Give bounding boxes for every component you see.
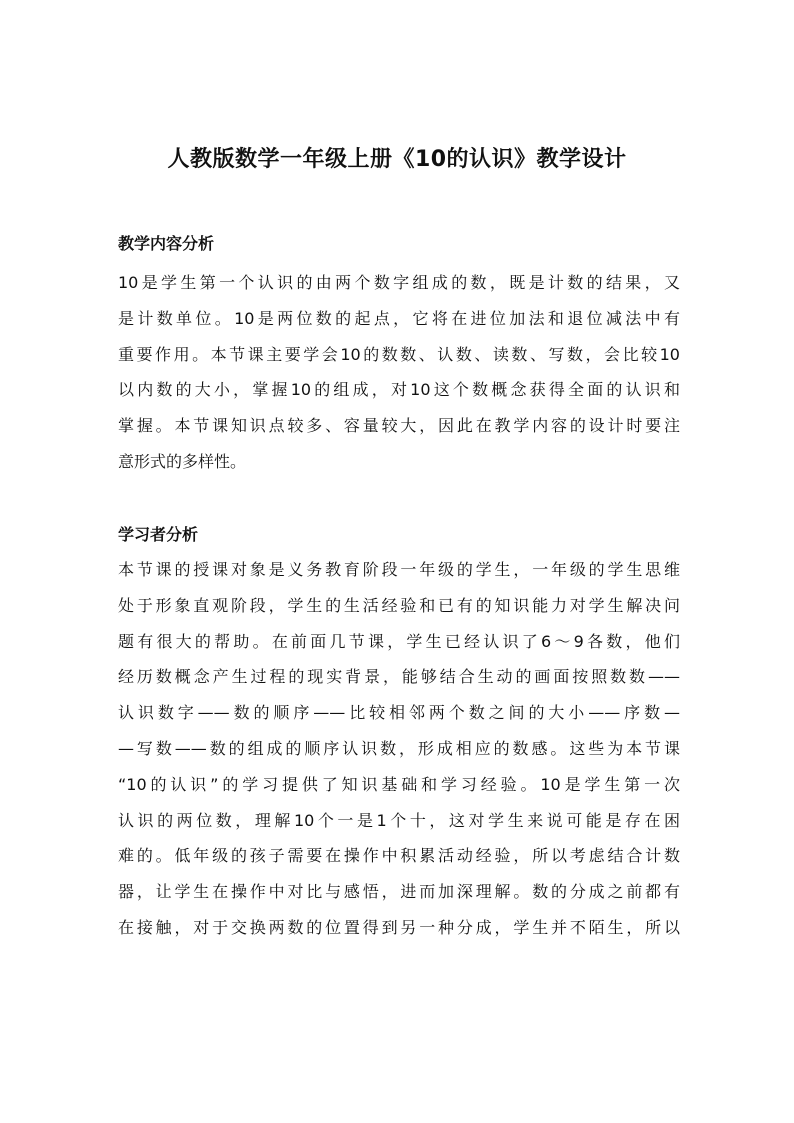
paragraph-line: 难的。低年级的孩子需要在操作中积累活动经验，所以考虑结合计数 — [118, 846, 680, 866]
paragraph-line: 10是学生第一个认识的由两个数字组成的数，既是计数的结果，又 — [118, 273, 680, 292]
paragraph-line: 以内数的大小，掌握10的组成，对10这个数概念获得全面的认识和 — [118, 380, 680, 400]
paragraph-learner-analysis — [118, 552, 680, 946]
paragraph-line: 器，让学生在操作中对比与感悟，进而加深理解。数的分成之前都有 — [118, 882, 680, 902]
paragraph-line: 认识数字——数的顺序——比较相邻两个数之间的大小——序数— — [118, 703, 680, 723]
paragraph-line: 经历数概念产生过程的现实背景，能够结合生动的画面按照数数—— — [118, 667, 680, 687]
paragraph-line: —写数——数的组成的顺序认识数，形成相应的数感。这些为本节课 — [118, 738, 680, 758]
document-title: 人教版数学一年级上册《10的认识》教学设计 — [167, 147, 627, 172]
paragraph-line: 题有很大的帮助。在前面几节课，学生已经认识了6～9各数，他们 — [118, 631, 680, 651]
paragraph-line: 处于形象直观阶段，学生的生活经验和已有的知识能力对学生解决问 — [118, 595, 680, 615]
paragraph-content-analysis — [118, 265, 680, 480]
paragraph-line: 意形式的多样性。 — [118, 451, 247, 471]
paragraph-line: 在接触，对于交换两数的位置得到另一种分成，学生并不陌生，所以 — [118, 917, 680, 937]
paragraph-line: 掌握。本节课知识点较多、容量较大，因此在教学内容的设计时要注 — [118, 416, 680, 436]
paragraph-line: “10的认识”的学习提供了知识基础和学习经验。10是学生第一次 — [118, 774, 680, 794]
paragraph-line: 重要作用。本节课主要学会10的数数、认数、读数、写数，会比较10 — [118, 344, 680, 364]
paragraph-line: 本节课的授课对象是义务教育阶段一年级的学生，一年级的学生思维 — [118, 560, 680, 579]
paragraph-line: 认识的两位数，理解10个一是1个十，这对学生来说可能是存在困 — [118, 810, 680, 830]
paragraph-line: 是计数单位。10是两位数的起点，它将在进位加法和退位减法中有 — [118, 308, 680, 328]
section-heading-content-analysis: 教学内容分析 — [118, 234, 215, 253]
section-heading-learner-analysis: 学习者分析 — [118, 525, 199, 544]
